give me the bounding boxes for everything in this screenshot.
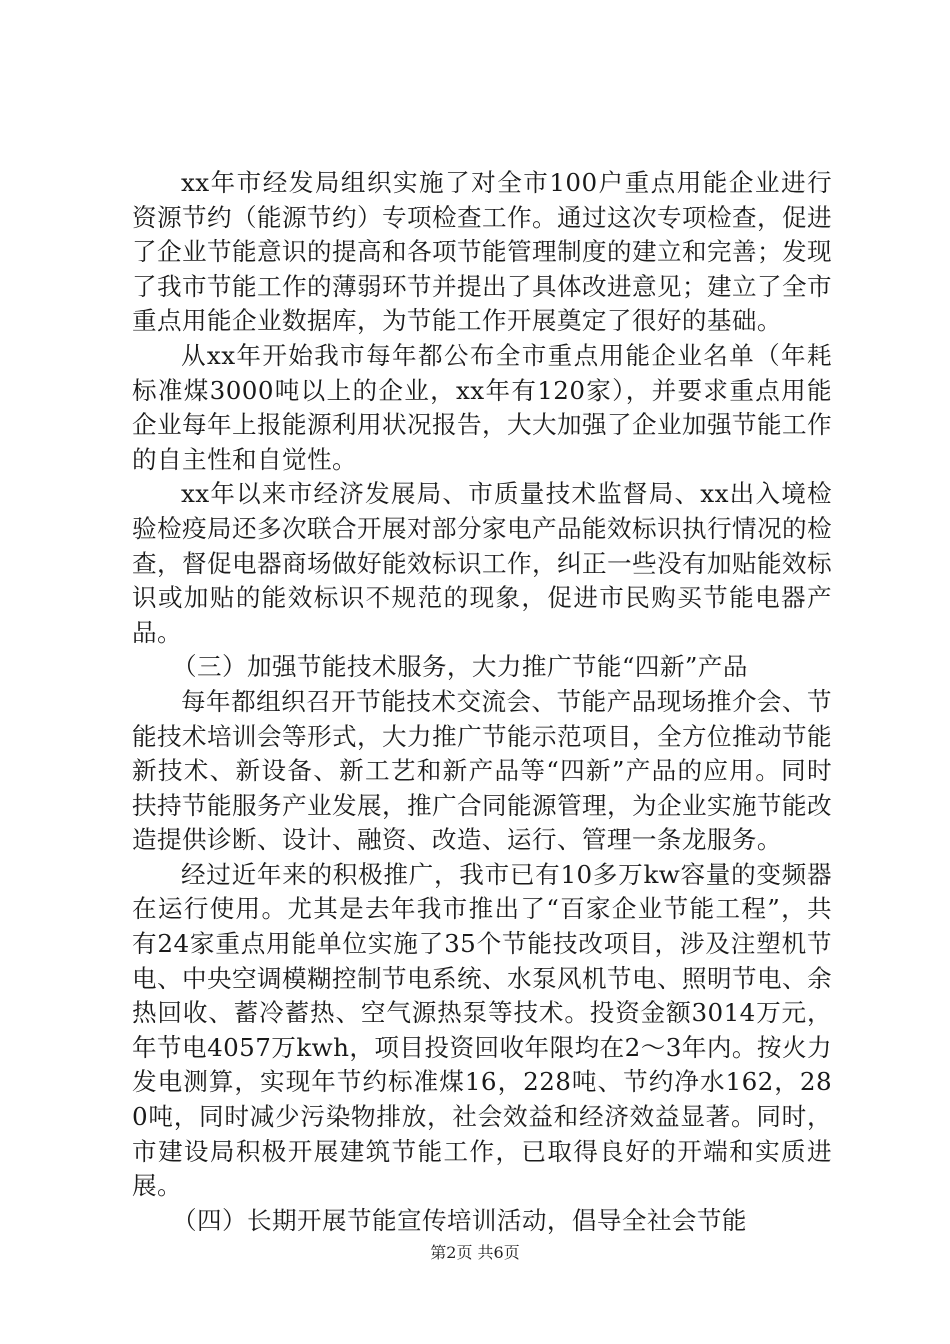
page-number-footer: 第2页 共6页 (430, 1243, 520, 1262)
document-body (132, 166, 832, 1238)
section-heading-4: （四）长期开展节能宣传培训活动，倡导全社会节能 (172, 1205, 747, 1235)
section-heading-3: （三）加强节能技术服务，大力推广节能“四新”产品 (172, 652, 748, 682)
paragraph-tech-promotion: 每年都组织召开节能技术交流会、节能产品现场推介会、节能技术培训会等形式，大力推广节能示范项目，全方位推动节能新技术、新设备、新工艺和新产品等“四新”产品的应用。同时扶持节能服务产业发展，推广合同能源管理，为企业实施节能改造提供诊断、设计、融资、改造、运行、管理一条龙服务。 (132, 686, 832, 855)
paragraph-results: 经过近年来的积极推广，我市已有10多万kw容量的变频器在运行使用。尤其是去年我市推出了“百家企业节能工程”，共有24家重点用能单位实施了35个节能技改项目，涉及注塑机节电、中央空调模糊控制节电系统、水泵风机节电、照明节电、余热回收、蓄冷蓄热、空气源热泵等技术。投资金额3014万元，年节电4057万kwh，项目投资回收年限均在2～3年内。按火力发电测算，实现年节约标准煤16，228吨、节约净水162，280吨，同时减少污染物排放，社会效益和经济效益显著。同时，市建设局积极开展建筑节能工作，已取得良好的开端和实质进展。 (132, 859, 832, 1201)
paragraph-inspection: xx年市经发局组织实施了对全市100户重点用能企业进行资源节约（能源节约）专项检查工作。通过这次专项检查，促进了企业节能意识的提高和各项节能管理制度的建立和完善；发现了我市节能工作的薄弱环节并提出了具体改进意见；建立了全市重点用能企业数据库，为节能工作开展奠定了很好的基础。 (132, 168, 832, 336)
paragraph-energy-label-check: xx年以来市经济发展局、市质量技术监督局、xx出入境检验检疫局还多次联合开展对部分家电产品能效标识执行情况的检查，督促电器商场做好能效标识工作，纠正一些没有加贴能效标识或加贴的能效标识不规范的现象，促进市民购买节能电器产品。 (132, 479, 832, 647)
paragraph-enterprise-list: 从xx年开始我市每年都公布全市重点用能企业名单（年耗标准煤3000吨以上的企业，xx年有120家），并要求重点用能企业每年上报能源利用状况报告，大大加强了企业加强节能工作的自主性和自觉性。 (132, 340, 832, 474)
